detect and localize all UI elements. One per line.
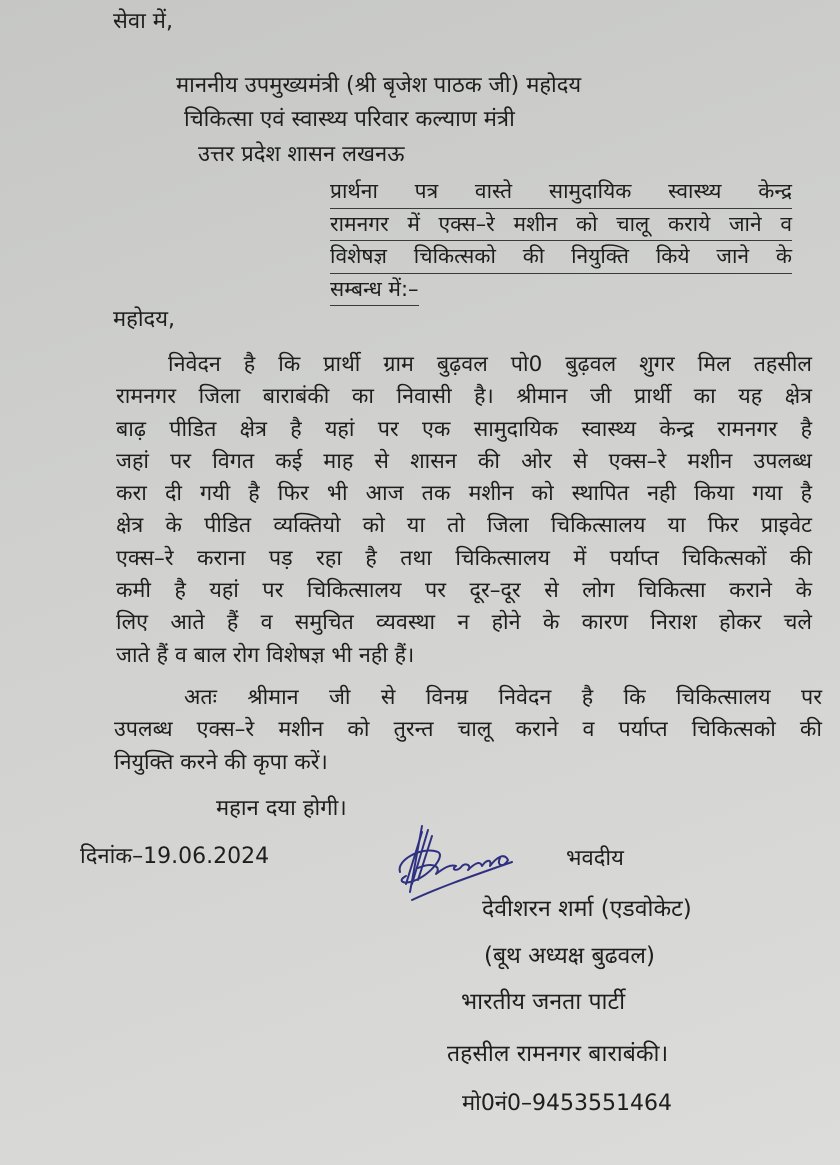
paragraph-line: एक्स–रे कराना पड़ रहा है तथा चिकित्सालय में पर्याप्त चिकित्सकों की [116,545,812,571]
addressee-line-2: चिकित्सा एवं स्वास्थ्य परिवार कल्याण मंत्री [184,107,515,132]
subject-line: प्रार्थना पत्र वास्ते सामुदायिक स्वास्थ्य केन्द्र [330,176,792,209]
paragraph-line: नियुक्ति करने की कृपा करें। [114,749,328,775]
subject-line: सम्बन्ध में:– [330,274,419,307]
signatory-name: देवीशरन शर्मा (एडवोकेट) [482,896,692,922]
body-paragraph-2 [114,682,822,779]
closing-line: महान दया होगी। [216,796,347,821]
addressee-line-3: उत्तर प्रदेश शासन लखनऊ [198,142,405,167]
signatory-party: भारतीय जनता पार्टी [461,989,626,1015]
subject-line: रामनगर में एक्स–रे मशीन को चालू कराये जाने व [330,209,792,242]
paragraph-line: अतः श्रीमान जी से विनम्र निवेदन है कि चिकित्सालय पर [184,685,822,710]
addressee-line-1: माननीय उपमुख्यमंत्री (श्री बृजेश पाठक जी) महोदय [176,73,582,98]
paragraph-line: लिए आते हैं व समुचित व्यवस्था न होने के कारण निराश होकर चले [116,610,812,636]
paragraph-line: जहां पर विगत कई माह से शासन की ओर से एक्स–रे मशीन उपलब्ध [116,448,812,474]
subject-block [330,176,792,306]
paragraph-line: निवेदन है कि प्रार्थी ग्राम बुढ़वल पो0 बुढ़वल शुगर मिल तहसील [168,352,812,377]
letter-date: दिनांक–19.06.2024 [80,844,270,869]
paragraph-line: रामनगर जिला बाराबंकी का निवासी है। श्रीमान जी प्रार्थी का यह क्षेत्र [116,384,812,410]
paragraph-line: कमी है यहां पर चिकित्सालय पर दूर–दूर से लोग चिकित्सा कराने के [116,578,812,604]
paragraph-line: क्षेत्र के पीडित व्यक्तियो को या तो जिला चिकित्सालय या फिर प्राइवेट [116,513,812,539]
paragraph-line: करा दी गयी है फिर भी आज तक मशीन को स्थापित नही किया गया है [116,481,812,507]
paragraph-line: उपलब्ध एक्स–रे मशीन को तुरन्त चालू कराने व पर्याप्त चिकित्सको की [114,717,822,743]
greeting: महोदय, [113,307,175,332]
subject-line: विशेषज्ञ चिकित्सको की नियुक्ति किये जाने के [330,241,792,274]
paragraph-line: जाते हैं व बाल रोग विशेषज्ञ भी नही हैं। [116,642,415,668]
paragraph-line: बाढ़ पीडित क्षेत्र है यहां पर एक सामुदायिक स्वास्थ्य केन्द्र रामनगर है [116,416,812,442]
sign-off: भवदीय [566,846,624,871]
salutation-to: सेवा में, [113,9,173,34]
body-paragraph-1 [116,349,812,672]
signatory-place: तहसील रामनगर बाराबंकी। [447,1041,669,1067]
signatory-title: (बूथ अध्यक्ष बुढवल) [484,943,655,969]
signatory-phone: मो0नं0–9453551464 [462,1091,673,1116]
